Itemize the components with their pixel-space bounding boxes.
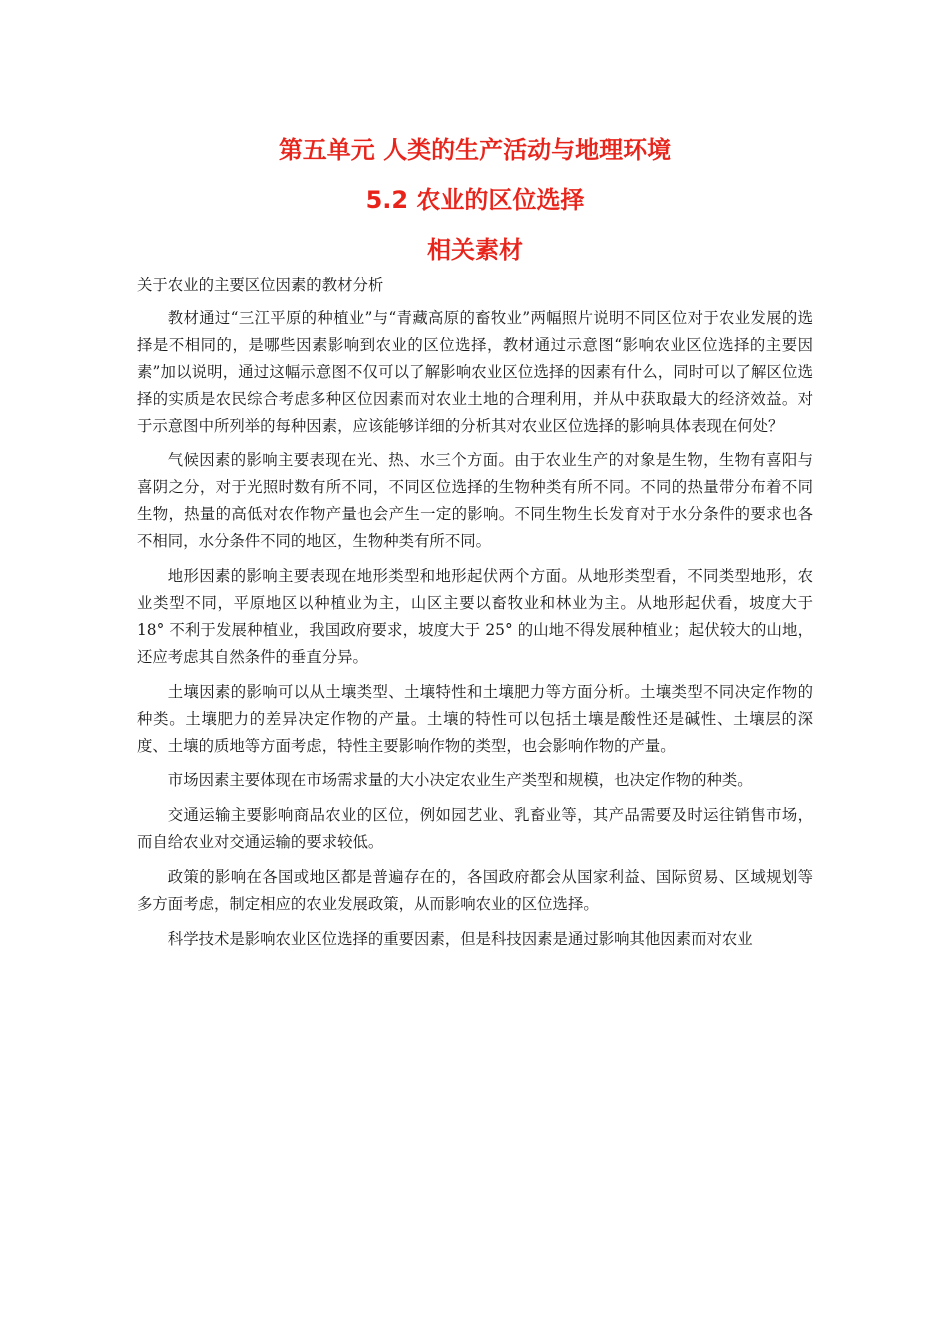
document-body [137,272,813,961]
paragraph-policy: 政策的影响在各国或地区都是普遍存在的，各国政府都会从国家利益、国际贸易、区域规划等多方面考虑，制定相应的农业发展政策，从而影响农业的区位选择。 [137,868,813,914]
analysis-subtitle: 关于农业的主要区位因素的教材分析 [137,276,384,294]
materials-title: 相关素材 [427,236,523,264]
paragraph-technology: 科学技术是影响农业区位选择的重要因素，但是科技因素是通过影响其他因素而对农业 [167,929,753,948]
paragraph-climate: 气候因素的影响主要表现在光、热、水三个方面。由于农业生产的对象是生物，生物有喜阳与喜阴之分，对于光照时数有所不同，不同区位选择的生物种类有所不同。不同的热量带分布着不同生物，热量的高低对农作物产量也会产生一定的影响。不同生物生长发育对于水分条件的要求也各不相同，水分条件不同的地区，生物种类有所不同。 [137,451,813,551]
paragraph-intro: 教材通过“三江平原的种植业”与“青藏高原的畜牧业”两幅照片说明不同区位对于农业发展的选择是不相同的，是哪些因素影响到农业的区位选择，教材通过示意图“影响农业区位选择的主要因素”加以说明，通过这幅示意图不仅可以了解影响农业区位选择的因素有什么，同时可以了解区位选择的实质是农民综合考虑多种区位因素而对农业土地的合理利用，并从中获取最大的经济效益。对于示意图中所列举的每种因素，应该能够详细的分析其对农业区位选择的影响具体表现在何处？ [137,308,813,435]
unit-title: 第五单元 人类的生产活动与地理环境 [278,136,672,164]
paragraph-terrain: 地形因素的影响主要表现在地形类型和地形起伏两个方面。从地形类型看，不同类型地形，农业类型不同，平原地区以种植业为主，山区主要以畜牧业和林业为主。从地形起伏看，坡度大于 18° 不利于发展种植业，我国政府要求，坡度大于 25° 的山地不得发展种植业；起伏较大的山地，还应考虑其自然条件的垂直分异。 [137,567,813,666]
paragraph-market: 市场因素主要体现在市场需求量的大小决定农业生产类型和规模，也决定作物的种类。 [167,771,753,790]
paragraph-soil: 土壤因素的影响可以从土壤类型、土壤特性和土壤肥力等方面分析。土壤类型不同决定作物的种类。土壤肥力的差异决定作物的产量。土壤的特性可以包括土壤是酸性还是碱性、土壤层的深度、土壤的质地等方面考虑，特性主要影响作物的类型，也会影响作物的产量。 [137,682,813,755]
section-title: 5.2 农业的区位选择 [365,186,585,214]
paragraph-transport: 交通运输主要影响商品农业的区位，例如园艺业、乳畜业等，其产品需要及时运往销售市场，而自给农业对交通运输的要求较低。 [137,806,813,852]
